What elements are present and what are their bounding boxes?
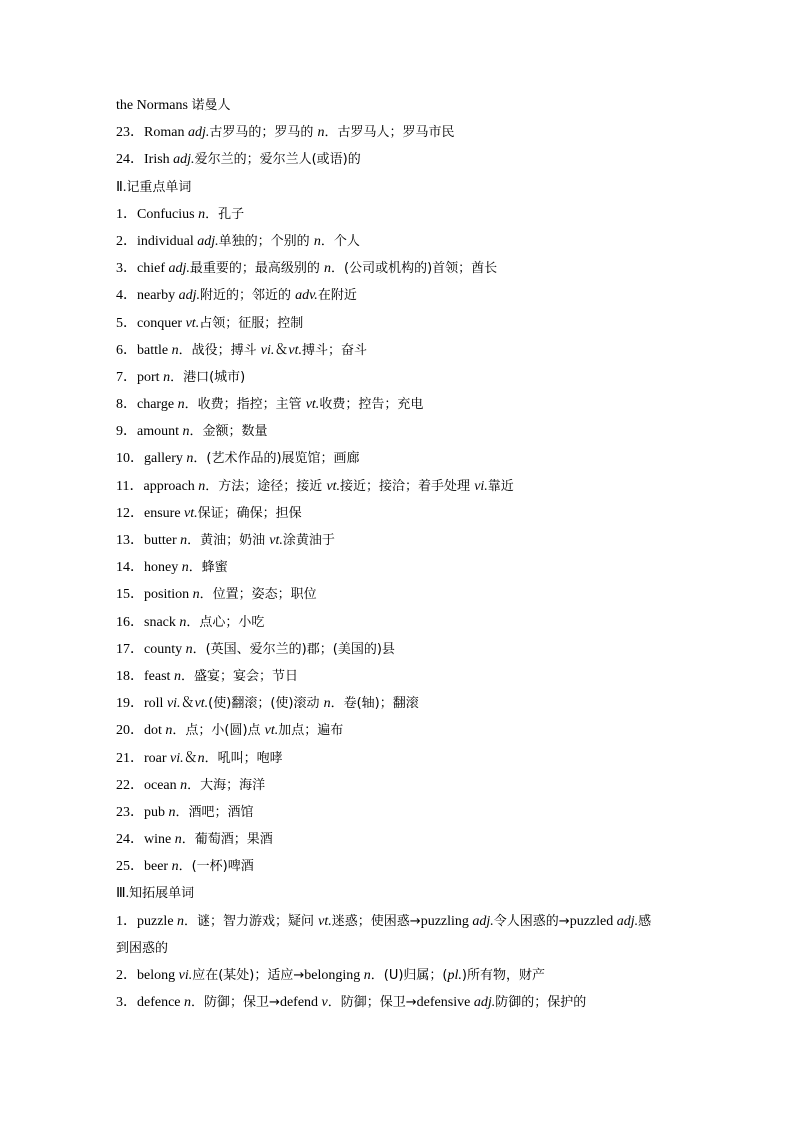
text-line <box>116 717 696 744</box>
text-segment: n <box>198 478 206 494</box>
text-segment: ＆ <box>274 342 289 358</box>
text-segment: 涂黄油于 <box>282 533 335 548</box>
text-segment: 接近；接洽；着手处理 <box>340 478 475 494</box>
text-segment: vi. <box>166 696 181 712</box>
text-segment: 3．chief <box>116 261 169 277</box>
text-segment: 保证；确保；担保 <box>197 505 302 521</box>
text-segment: 附近的；邻近的 <box>199 288 296 304</box>
text-segment: n <box>363 968 371 983</box>
text-segment: adj. <box>168 261 190 277</box>
text-segment: n <box>184 995 192 1011</box>
text-segment: vt. <box>264 723 279 739</box>
text-segment: 3．defence <box>116 995 185 1011</box>
text-segment: ．古罗马人；罗马市民 <box>324 125 455 141</box>
text-segment: adj. <box>473 995 496 1011</box>
text-segment: ＆ <box>183 750 198 766</box>
text-segment: ．战役；搏斗 <box>178 342 261 358</box>
text-segment: 11．approach <box>116 478 199 494</box>
text-segment: 15．position <box>116 587 193 603</box>
text-segment: 13．butter <box>116 533 181 548</box>
text-segment: vt. <box>194 696 209 712</box>
text-segment: 令人困惑的→ <box>493 913 570 929</box>
text-segment: puzzled <box>569 913 617 929</box>
text-segment: n <box>323 696 331 712</box>
text-line <box>116 445 696 472</box>
text-segment: ．港口(城市) <box>170 369 246 385</box>
text-segment: adj. <box>472 913 494 929</box>
text-line <box>116 146 696 173</box>
text-segment: 12．ensure <box>116 505 185 521</box>
text-segment: ．孔子 <box>205 206 245 222</box>
text-line <box>116 663 696 690</box>
text-segment: ．蜂蜜 <box>188 560 228 576</box>
text-segment: n <box>173 668 181 684</box>
text-segment: n <box>171 859 179 875</box>
text-segment: 单独的；个别的 <box>218 233 314 249</box>
text-segment: n <box>180 533 188 548</box>
text-segment: n <box>197 750 205 766</box>
text-line <box>116 690 696 717</box>
text-segment: n <box>192 587 200 603</box>
text-segment: 最重要的；最高级别的 <box>189 261 325 277</box>
text-segment: ．点心；小吃 <box>186 614 265 630</box>
text-segment: n <box>177 913 185 929</box>
text-segment: 23．pub <box>116 804 169 820</box>
text-segment: adj. <box>178 288 200 304</box>
text-segment: 4．nearby <box>116 288 179 304</box>
text-segment: 23．Roman <box>116 125 188 141</box>
text-segment: )所有物，财产 <box>461 968 545 983</box>
text-segment: vt. <box>288 342 302 358</box>
text-line <box>116 880 696 907</box>
text-line <box>116 174 696 201</box>
text-line <box>116 962 696 989</box>
text-segment: 1．puzzle <box>116 913 178 929</box>
text-segment: adj. <box>616 913 639 929</box>
text-segment: ＆ <box>180 696 195 712</box>
text-segment: 到困惑的 <box>116 940 169 956</box>
text-segment: 24．Irish <box>116 152 174 168</box>
text-segment: ．酒吧；酒馆 <box>175 804 254 820</box>
text-segment: ．谜；智力游戏；疑问 <box>184 913 319 929</box>
text-segment: ．吼叫；咆哮 <box>204 750 283 766</box>
text-line <box>116 989 696 1016</box>
text-segment: 防御的；保护的 <box>495 995 587 1011</box>
text-segment: 诺曼人 <box>191 98 231 113</box>
text-segment: ．(公司或机构的)首领；酋长 <box>331 261 498 277</box>
text-segment: Ⅲ. <box>116 886 130 902</box>
text-segment: belonging <box>304 968 364 983</box>
text-segment: adv. <box>295 288 318 304</box>
text-line <box>116 527 696 554</box>
text-segment: vt. <box>184 505 198 521</box>
text-segment: 2．belong <box>116 968 179 983</box>
text-segment: 靠近 <box>487 478 514 494</box>
text-segment: 22．ocean <box>116 777 181 793</box>
text-line <box>116 391 696 418</box>
text-segment: n <box>177 397 185 413</box>
text-segment: 在附近 <box>317 288 357 304</box>
text-segment: ．大海；海洋 <box>187 777 266 793</box>
text-segment: n <box>181 560 189 576</box>
text-segment: 知拓展单词 <box>129 886 195 902</box>
text-segment: 9．amount <box>116 424 183 440</box>
text-line <box>116 745 696 772</box>
text-line <box>116 255 696 282</box>
text-segment: n <box>182 424 190 440</box>
text-segment: 17．county <box>116 641 186 657</box>
text-line <box>116 500 696 527</box>
text-segment: ．(U)归属；( <box>370 968 448 983</box>
text-line <box>116 92 696 119</box>
text-line <box>116 201 696 228</box>
text-segment: n <box>324 261 332 277</box>
text-segment: 14．honey <box>116 560 182 576</box>
text-segment: ．金额；数量 <box>189 424 268 440</box>
text-segment: 感 <box>638 913 652 929</box>
text-segment: 5．conquer <box>116 315 186 331</box>
text-line <box>116 282 696 309</box>
text-segment: 18．feast <box>116 668 174 684</box>
text-segment: the Normans <box>116 98 192 113</box>
text-segment: ．(艺术作品的)展览馆；画廊 <box>193 451 360 467</box>
text-line <box>116 935 696 962</box>
text-segment: n <box>168 804 176 820</box>
text-segment: 7．port <box>116 369 164 385</box>
text-segment: ．葡萄酒；果酒 <box>181 832 273 848</box>
text-segment: ．防御；保卫→ <box>327 995 417 1011</box>
text-segment: adj. <box>173 152 195 168</box>
text-segment: ．点；小(圆)点 <box>172 723 265 739</box>
text-segment: n <box>180 777 188 793</box>
text-segment: pl. <box>447 968 462 983</box>
text-segment: 加点；遍布 <box>278 723 344 739</box>
text-segment: vt. <box>326 478 341 494</box>
text-segment: adj. <box>187 125 210 141</box>
text-segment: 搏斗；奋斗 <box>301 342 367 358</box>
text-line <box>116 799 696 826</box>
text-segment: ．个人 <box>320 233 360 249</box>
text-segment: n <box>185 641 193 657</box>
text-segment: n <box>317 125 325 141</box>
text-segment: vt. <box>318 913 332 929</box>
text-segment: n <box>179 614 187 630</box>
text-segment: vt. <box>185 315 200 331</box>
text-segment: adj. <box>197 233 219 249</box>
text-segment: vt. <box>269 533 283 548</box>
text-segment: n <box>174 832 182 848</box>
text-segment: vi. <box>474 478 488 494</box>
text-segment: defend <box>279 995 322 1011</box>
text-segment: vt. <box>305 397 320 413</box>
text-line <box>116 364 696 391</box>
text-segment: 16．snack <box>116 614 180 630</box>
text-segment: n <box>198 206 206 222</box>
text-segment: n <box>313 233 321 249</box>
text-segment: 古罗马的；罗马的 <box>209 125 318 141</box>
text-segment: 1．Confucius <box>116 206 199 222</box>
text-segment: ．位置；姿态；职位 <box>199 587 317 603</box>
text-segment: ．收费；指控；主管 <box>184 397 306 413</box>
text-line <box>116 310 696 337</box>
text-segment: Ⅱ. <box>116 179 127 195</box>
text-segment: n <box>163 369 171 385</box>
text-segment: defensive <box>416 995 474 1011</box>
text-segment: ．卷(轴)；翻滚 <box>330 696 419 712</box>
text-line <box>116 772 696 799</box>
text-segment: ．防御；保卫→ <box>191 995 280 1011</box>
text-segment: 占领；征服；控制 <box>199 315 304 331</box>
text-line <box>116 609 696 636</box>
text-segment: ．(一杯)啤酒 <box>178 859 254 875</box>
text-line <box>116 908 696 935</box>
text-line <box>116 853 696 880</box>
text-segment: n <box>165 723 173 739</box>
text-line <box>116 418 696 445</box>
text-line <box>116 636 696 663</box>
text-segment: vi. <box>178 968 193 983</box>
text-segment: 应在(某处)；适应→ <box>192 968 305 983</box>
text-segment: vi. <box>260 342 275 358</box>
text-segment: (使)翻滚；(使)滚动 <box>208 696 324 712</box>
text-segment: vi. <box>170 750 184 766</box>
text-segment: 6．battle <box>116 342 172 358</box>
text-segment: 爱尔兰的；爱尔兰人(或语)的 <box>194 152 361 168</box>
text-segment: 2．individual <box>116 233 198 249</box>
text-segment: 24．wine <box>116 832 175 848</box>
text-line <box>116 826 696 853</box>
text-line <box>116 554 696 581</box>
text-segment: ．(英国、爱尔兰的)郡；(美国的)县 <box>192 641 395 657</box>
text-segment: 10．gallery <box>116 451 187 467</box>
text-segment: 21．roar <box>116 750 171 766</box>
text-line <box>116 473 696 500</box>
text-line <box>116 228 696 255</box>
document-page <box>116 92 696 1016</box>
text-segment: 记重点单词 <box>126 179 192 195</box>
text-segment: 20．dot <box>116 723 166 739</box>
text-segment: ．方法；途径；接近 <box>205 478 327 494</box>
text-segment: n <box>186 451 194 467</box>
text-segment: ．黄油；奶油 <box>187 533 270 548</box>
text-segment: v <box>321 995 328 1011</box>
text-line <box>116 337 696 364</box>
text-line <box>116 119 696 146</box>
text-segment: puzzling <box>420 913 473 929</box>
text-segment: n <box>171 342 179 358</box>
text-segment: ．盛宴；宴会；节日 <box>180 668 298 684</box>
text-segment: 8．charge <box>116 397 178 413</box>
text-segment: 迷惑；使困惑→ <box>331 913 421 929</box>
text-segment: 收费；控告；充电 <box>319 397 424 413</box>
text-segment: 25．beer <box>116 859 172 875</box>
text-segment: 19．roll <box>116 696 167 712</box>
text-line <box>116 581 696 608</box>
